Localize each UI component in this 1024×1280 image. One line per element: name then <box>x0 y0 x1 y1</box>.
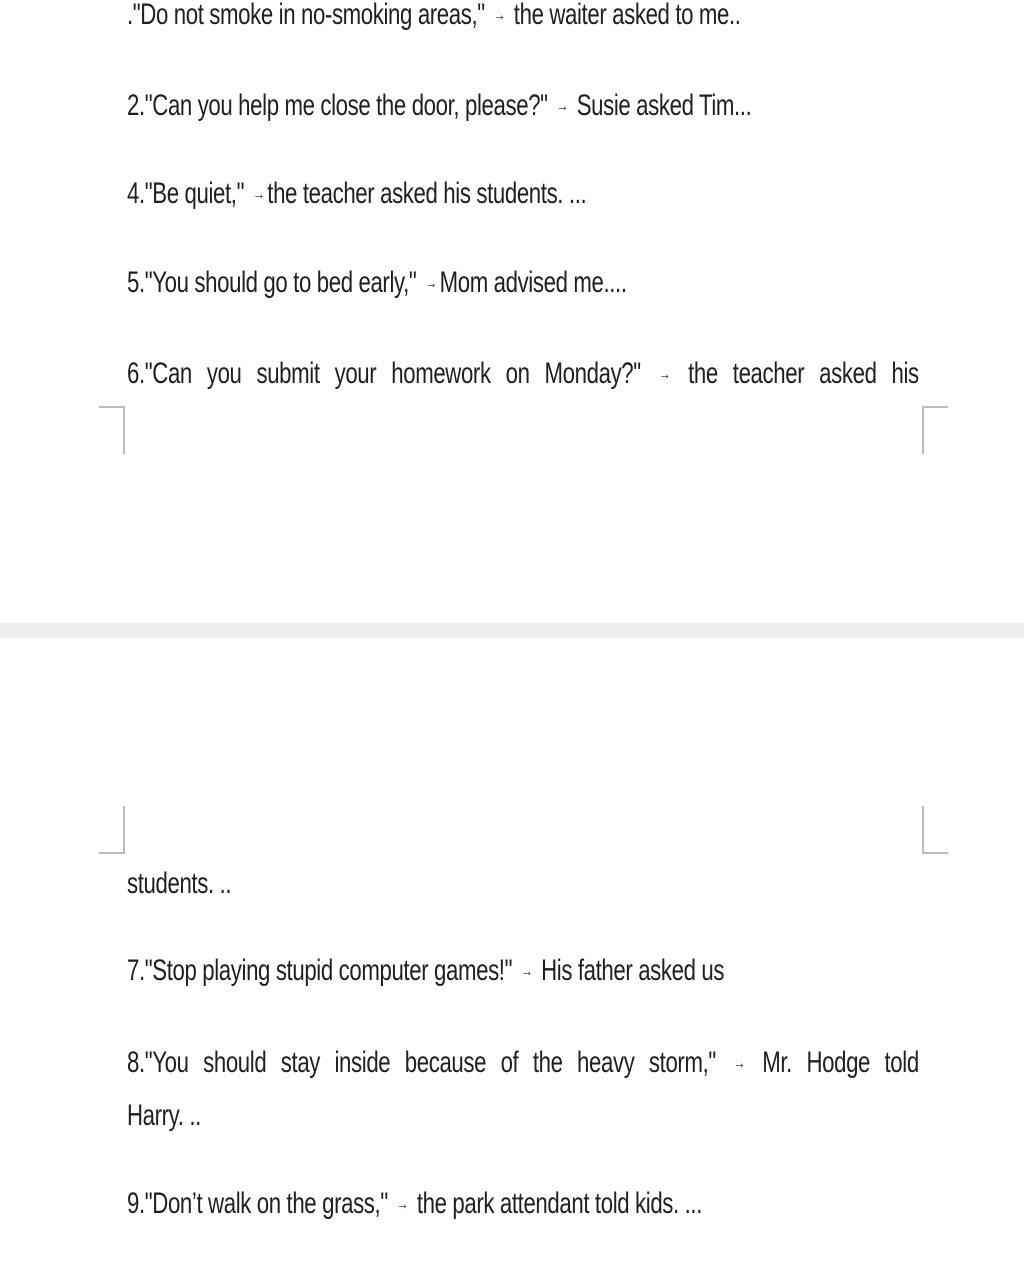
page-margin-corner-icon <box>99 406 125 454</box>
item-6-answer-stem: the teacher asked his <box>688 357 919 390</box>
page-margin-corner-icon <box>99 806 125 854</box>
exercise-item-4 <box>127 176 586 213</box>
exercise-item-1 <box>127 0 741 34</box>
arrow-icon: → <box>396 1196 409 1213</box>
item-6-continuation-text: students. .. <box>127 867 232 900</box>
exercise-item-7 <box>127 953 724 990</box>
item-1-answer-stem: the waiter asked to me.. <box>507 0 741 31</box>
item-2-quote: 2."Can you help me close the door, please?" <box>127 89 554 122</box>
item-9-answer-stem: the park attendant told kids. ... <box>411 1187 703 1220</box>
item-8-answer-stem: Mr. Hodge told <box>762 1046 919 1079</box>
page-break-separator <box>0 623 1024 638</box>
arrow-icon: → <box>520 963 533 980</box>
exercise-item-8-continuation <box>127 1098 201 1134</box>
exercise-item-6-continuation <box>127 866 231 902</box>
arrow-icon: → <box>252 186 265 203</box>
exercise-item-6 <box>127 356 919 393</box>
item-7-answer-stem: His father asked us <box>535 954 725 987</box>
exercise-item-8 <box>127 1045 919 1082</box>
page-margin-corner-icon <box>922 406 948 454</box>
item-2-answer-stem: Susie asked Tim... <box>570 89 752 122</box>
arrow-icon: → <box>493 7 506 24</box>
item-5-answer-stem: Mom advised me.... <box>439 266 627 299</box>
item-4-quote: 4."Be quiet," <box>127 177 250 210</box>
exercise-item-5 <box>127 265 627 302</box>
arrow-icon: → <box>425 275 437 292</box>
item-9-quote: 9."Don’t walk on the grass," <box>127 1187 394 1220</box>
arrow-icon: → <box>733 1055 745 1072</box>
item-5-quote: 5."You should go to bed early," <box>127 266 423 299</box>
exercise-item-2 <box>127 88 751 125</box>
page-margin-corner-icon <box>922 806 948 854</box>
item-8-continuation-text: Harry. .. <box>127 1099 201 1132</box>
item-4-answer-stem: the teacher asked his students. ... <box>267 177 587 210</box>
item-8-quote: 8."You should stay inside because of the heavy storm," <box>127 1046 716 1079</box>
exercise-item-9 <box>127 1186 702 1223</box>
item-1-quote: ."Do not smoke in no-smoking areas," <box>127 0 491 31</box>
item-6-quote: 6."Can you submit your homework on Monday?" <box>127 357 641 390</box>
document-page-top <box>0 0 1024 623</box>
item-7-quote: 7."Stop playing stupid computer games!" <box>127 954 518 987</box>
arrow-icon: → <box>556 98 568 115</box>
arrow-icon: → <box>658 366 671 383</box>
